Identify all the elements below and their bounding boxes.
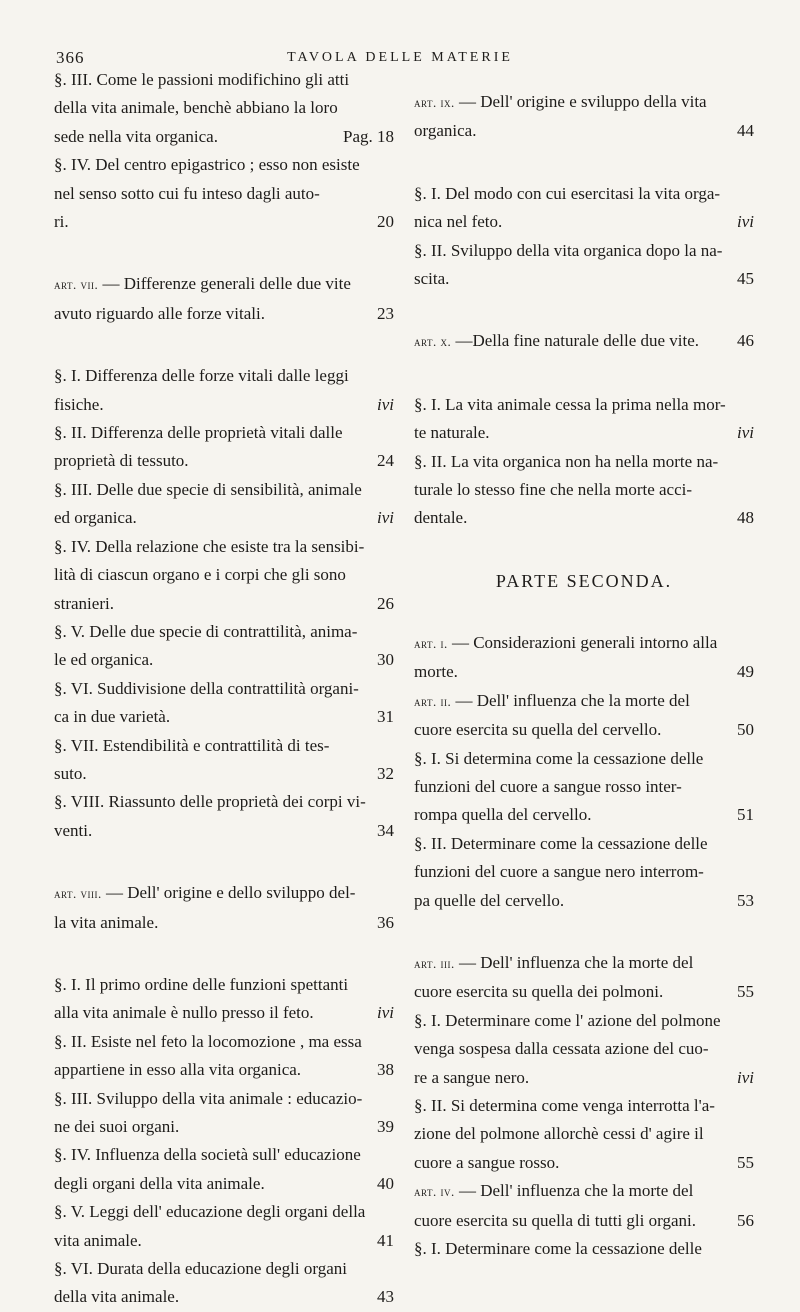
entry-line: [414, 448, 754, 476]
entry-line: [414, 687, 754, 716]
entry-text: — Dell' origine e dello sviluppo del-: [105, 883, 356, 903]
section-entry: [54, 732, 394, 789]
entry-line: [54, 909, 394, 937]
section-entry: [414, 830, 754, 915]
section-entry: [414, 180, 754, 237]
page-reference: 39: [377, 1117, 394, 1136]
entry-line: [54, 703, 394, 731]
entry-text: §. IV. Influenza della società sull' educazione: [54, 1145, 361, 1165]
page-reference: 55: [737, 982, 754, 1002]
entry-line: [414, 208, 754, 236]
page-reference-ivi: ivi: [737, 423, 754, 443]
entry-text: cuore esercita su quella del cervello.: [414, 720, 662, 740]
section-entry: [54, 476, 394, 533]
running-head: TAVOLA DELLE MATERIE: [287, 50, 513, 65]
section-entry: [54, 362, 394, 419]
section-entry: [414, 448, 754, 533]
entry-text: §. I. La vita animale cessa la prima nella mor-: [414, 394, 726, 414]
entry-text: §. I. Si determina come la cessazione delle: [414, 748, 704, 768]
entry-line: [54, 533, 394, 561]
article-entry: [414, 1177, 754, 1235]
entry-line: [414, 887, 754, 915]
entry-line: [54, 419, 394, 447]
entry-line: [414, 180, 754, 208]
article-label: art. iii.: [414, 955, 455, 971]
entry-line: [414, 1177, 754, 1206]
entry-line: [414, 391, 754, 419]
section-entry: [54, 1085, 394, 1142]
article-entry: [414, 327, 754, 356]
entry-line: [414, 1235, 754, 1263]
entry-text: avuto riguardo alle forze vitali.: [54, 303, 265, 323]
article-label: art. x.: [414, 334, 452, 350]
page-reference: Pag. 18: [343, 126, 394, 146]
entry-text: §. I. Determinare come l' azione del polmone: [414, 1010, 721, 1030]
entry-text: te naturale.: [414, 423, 490, 443]
section-entry: [54, 1198, 394, 1255]
entry-line: [414, 629, 754, 658]
entry-line: [414, 801, 754, 829]
page-reference: 34: [377, 820, 394, 840]
entry-line: [414, 1007, 754, 1035]
page-number: 366: [56, 48, 85, 67]
section-entry: [414, 391, 754, 448]
spacer: [414, 66, 754, 88]
spacer: [54, 845, 394, 879]
section-entry: [54, 1028, 394, 1085]
entry-line: [54, 561, 394, 589]
page-reference: 56: [737, 1210, 754, 1230]
entry-text: §. II. Si determina come venga interrotta l'a-: [414, 1095, 715, 1115]
entry-text: — Considerazioni generali intorno alla: [451, 632, 718, 652]
entry-text: §. III. Delle due specie di sensibilità, animale: [54, 479, 362, 499]
entry-line: [54, 1255, 394, 1283]
entry-line: [54, 362, 394, 390]
entry-text: le ed organica.: [54, 650, 154, 670]
entry-text: pa quelle del cervello.: [414, 890, 565, 910]
page-reference: 23: [377, 303, 394, 323]
entry-line: [414, 1092, 754, 1120]
article-label: art. iv.: [414, 1184, 455, 1200]
entry-line: [54, 1028, 394, 1056]
entry-text: §. II. Sviluppo della vita organica dopo la na-: [414, 240, 723, 260]
page-reference: 26: [377, 593, 394, 613]
entry-line: [414, 745, 754, 773]
entry-text: §. II. Determinare come la cessazione delle: [414, 833, 708, 853]
entry-text: re a sangue nero.: [414, 1067, 530, 1087]
entry-text: nel senso sotto cui fu inteso dagli auto-: [54, 183, 320, 203]
entry-line: [54, 391, 394, 419]
entry-line: [54, 94, 394, 122]
entry-line: [414, 830, 754, 858]
entry-text: della vita animale.: [54, 1287, 180, 1307]
spacer: [414, 915, 754, 949]
left-column: [54, 66, 394, 1312]
spacer: [414, 357, 754, 391]
entry-line: [54, 675, 394, 703]
page-reference: 53: [737, 890, 754, 910]
entry-text: — Dell' influenza che la morte del: [455, 690, 690, 710]
entry-line: [54, 1227, 394, 1255]
article-entry: [414, 687, 754, 745]
entry-text: §. IV. Del centro epigastrico ; esso non esiste: [54, 155, 360, 175]
entry-text: §. I. Del modo con cui esercitasi la vita orga-: [414, 183, 721, 203]
page-reference: 36: [377, 912, 394, 932]
page-reference: 43: [377, 1287, 394, 1307]
entry-line: [54, 1056, 394, 1084]
part-title: PARTE SECONDA.: [495, 570, 673, 591]
entry-line: [54, 1141, 394, 1169]
article-label: art. ii.: [414, 693, 452, 709]
entry-line: [414, 419, 754, 447]
entry-line: [54, 208, 394, 236]
entry-line: [54, 1085, 394, 1113]
entry-text: suto.: [54, 763, 87, 783]
entry-text: turale lo stesso fine che nella morte acci-: [414, 480, 693, 500]
entry-text: ri.: [54, 212, 69, 232]
entry-text: §. II. La vita organica non ha nella morte na-: [414, 451, 719, 471]
right-column: [414, 66, 754, 1263]
section-entry: [54, 675, 394, 732]
article-label: art. viii.: [54, 886, 102, 902]
spacer: [54, 236, 394, 270]
page-reference: 41: [377, 1230, 394, 1250]
entry-line: [54, 66, 394, 94]
page-reference: 30: [377, 650, 394, 670]
entry-line: [54, 447, 394, 475]
entry-line: [414, 658, 754, 686]
entry-text: organica.: [414, 121, 477, 141]
entry-line: [54, 270, 394, 299]
entry-line: [54, 151, 394, 179]
entry-text: la vita animale.: [54, 912, 159, 932]
entry-text: §. VI. Durata della educazione degli organi: [54, 1259, 347, 1279]
entry-line: [414, 1149, 754, 1177]
entry-line: [414, 504, 754, 532]
entry-text: scita.: [414, 269, 450, 289]
entry-text: sede nella vita organica.: [54, 126, 218, 146]
article-entry: [54, 879, 394, 937]
spacer: [414, 293, 754, 327]
entry-text: §. VIII. Riassunto delle proprietà dei corpi vi-: [54, 792, 366, 812]
page-reference: 40: [377, 1173, 394, 1193]
entry-line: [54, 1113, 394, 1141]
entry-line: [54, 971, 394, 999]
page-reference: 45: [737, 269, 754, 289]
section-entry: [54, 533, 394, 618]
entry-line: [414, 88, 754, 117]
entry-text: §. I. Il primo ordine delle funzioni spettanti: [54, 974, 349, 994]
entry-text: proprietà di tessuto.: [54, 451, 189, 471]
entry-text: cuore esercita su quella dei polmoni.: [414, 982, 664, 1002]
entry-text: §. III. Come le passioni modifichino gli atti: [54, 70, 350, 89]
entry-text: rompa quella del cervello.: [414, 805, 592, 825]
page-reference: 44: [737, 121, 754, 141]
section-entry: [414, 1007, 754, 1092]
article-entry: [414, 88, 754, 146]
section-entry: [54, 618, 394, 675]
entry-line: [414, 265, 754, 293]
entry-text: venga sospesa dalla cessata azione del cuo-: [414, 1039, 709, 1059]
page-reference: 31: [377, 707, 394, 727]
page-reference: 51: [737, 805, 754, 825]
section-entry: [54, 971, 394, 1028]
page-reference: 32: [377, 763, 394, 783]
article-label: art. ix.: [414, 95, 455, 110]
entry-line: [54, 618, 394, 646]
entry-line: [414, 476, 754, 504]
section-entry: [414, 237, 754, 294]
entry-line: [54, 999, 394, 1027]
page-reference: 38: [377, 1060, 394, 1080]
entry-line: [414, 716, 754, 744]
entry-line: [414, 327, 754, 356]
entry-text: §. II. Differenza delle proprietà vitali dalle: [54, 423, 343, 443]
entry-text: §. V. Delle due specie di contrattilità, anima-: [54, 621, 358, 641]
spacer: [414, 146, 754, 180]
entry-text: cuore esercita su quella di tutti gli organi.: [414, 1210, 696, 1230]
section-entry: [54, 66, 394, 151]
entry-text: della vita animale, benchè abbiano la loro: [54, 98, 338, 118]
section-entry: [54, 788, 394, 845]
entry-line: [54, 732, 394, 760]
entry-text: §. III. Sviluppo della vita animale : educazio-: [54, 1088, 363, 1108]
entry-line: [54, 590, 394, 618]
section-entry: [54, 1141, 394, 1198]
entry-line: [414, 237, 754, 265]
entry-line: [54, 1283, 394, 1311]
entry-text: §. IV. Della relazione che esiste tra la sensibi-: [54, 536, 365, 556]
page-reference: 50: [737, 720, 754, 740]
entry-text: funzioni del cuore a sangue nero interrom-: [414, 862, 704, 882]
entry-line: [54, 817, 394, 845]
entry-text: fisiche.: [54, 394, 104, 414]
entry-text: ed organica.: [54, 508, 137, 528]
entry-line: [54, 476, 394, 504]
article-entry: [54, 270, 394, 328]
entry-text: nica nel feto.: [414, 212, 503, 232]
entry-text: cuore a sangue rosso.: [414, 1152, 560, 1172]
entry-line: [54, 180, 394, 208]
spacer: [414, 533, 754, 567]
entry-text: §. VI. Suddivisione della contrattilità organi-: [54, 678, 359, 698]
article-label: art. vii.: [54, 277, 99, 293]
entry-line: [414, 978, 754, 1006]
entry-line: [414, 773, 754, 801]
entry-text: §. I. Differenza delle forze vitali dalle leggi: [54, 366, 349, 386]
entry-text: ca in due varietà.: [54, 707, 171, 727]
entry-line: [414, 117, 754, 145]
entry-text: stranieri.: [54, 593, 114, 613]
section-entry: [54, 419, 394, 476]
page-reference: 20: [377, 212, 394, 232]
entry-text: funzioni del cuore a sangue rosso inter-: [414, 776, 682, 796]
entry-line: [54, 1198, 394, 1226]
entry-line: [414, 1064, 754, 1092]
section-entry: [414, 1235, 754, 1263]
article-entry: [414, 629, 754, 687]
entry-text: appartiene in esso alla vita organica.: [54, 1060, 302, 1080]
entry-line: [54, 646, 394, 674]
article-label: art. i.: [414, 635, 448, 651]
page-reference: 24: [377, 451, 394, 471]
entry-line: [54, 123, 394, 151]
article-entry: [414, 949, 754, 1007]
entry-line: [414, 858, 754, 886]
page-reference-ivi: ivi: [737, 212, 754, 232]
spacer: [54, 937, 394, 971]
entry-text: §. II. Esiste nel feto la locomozione , ma essa: [54, 1031, 362, 1051]
entry-text: — Differenze generali delle due vite: [102, 274, 351, 294]
spacer: [414, 595, 754, 629]
page-reference-ivi: ivi: [377, 508, 394, 528]
entry-text: §. VII. Estendibilità e contrattilità di tes-: [54, 735, 330, 755]
page-reference: 48: [737, 508, 754, 528]
page-reference-ivi: ivi: [377, 394, 394, 414]
entry-text: vita animale.: [54, 1230, 142, 1250]
entry-line: [54, 760, 394, 788]
entry-line: [54, 1170, 394, 1198]
entry-line: [414, 1120, 754, 1148]
entry-text: — Dell' influenza che la morte del: [458, 1181, 694, 1201]
page-reference: 46: [737, 331, 754, 351]
entry-text: dentale.: [414, 508, 468, 528]
entry-line: [54, 300, 394, 328]
entry-text: venti.: [54, 820, 93, 840]
entry-line: [414, 1035, 754, 1063]
section-entry: [54, 151, 394, 236]
entry-line: [54, 879, 394, 908]
entry-line: [54, 504, 394, 532]
entry-text: zione del polmone allorchè cessi d' agire il: [414, 1124, 704, 1144]
spacer: [54, 328, 394, 362]
entry-text: morte.: [414, 662, 458, 682]
entry-text: —Della fine naturale delle due vite.: [455, 331, 700, 351]
entry-text: §. I. Determinare come la cessazione delle: [414, 1239, 702, 1258]
entry-text: — Dell' influenza che la morte del: [458, 952, 694, 972]
entry-text: §. V. Leggi dell' educazione degli organi della: [54, 1202, 366, 1222]
entry-text: — Dell' origine e sviluppo della vita: [458, 92, 707, 111]
page-reference-ivi: ivi: [377, 1003, 394, 1023]
entry-text: degli organi della vita animale.: [54, 1173, 265, 1193]
section-entry: [414, 745, 754, 830]
entry-text: lità di ciascun organo e i corpi che gli sono: [54, 565, 346, 585]
page-reference: 49: [737, 662, 754, 682]
section-entry: [414, 1092, 754, 1177]
page-reference: 55: [737, 1152, 754, 1172]
entry-line: [414, 949, 754, 978]
page-header: [0, 22, 800, 67]
entry-line: [414, 1207, 754, 1235]
entry-line: [54, 788, 394, 816]
page-reference-ivi: ivi: [737, 1067, 754, 1087]
entry-text: ne dei suoi organi.: [54, 1117, 180, 1136]
entry-text: alla vita animale è nullo presso il feto.: [54, 1003, 314, 1023]
